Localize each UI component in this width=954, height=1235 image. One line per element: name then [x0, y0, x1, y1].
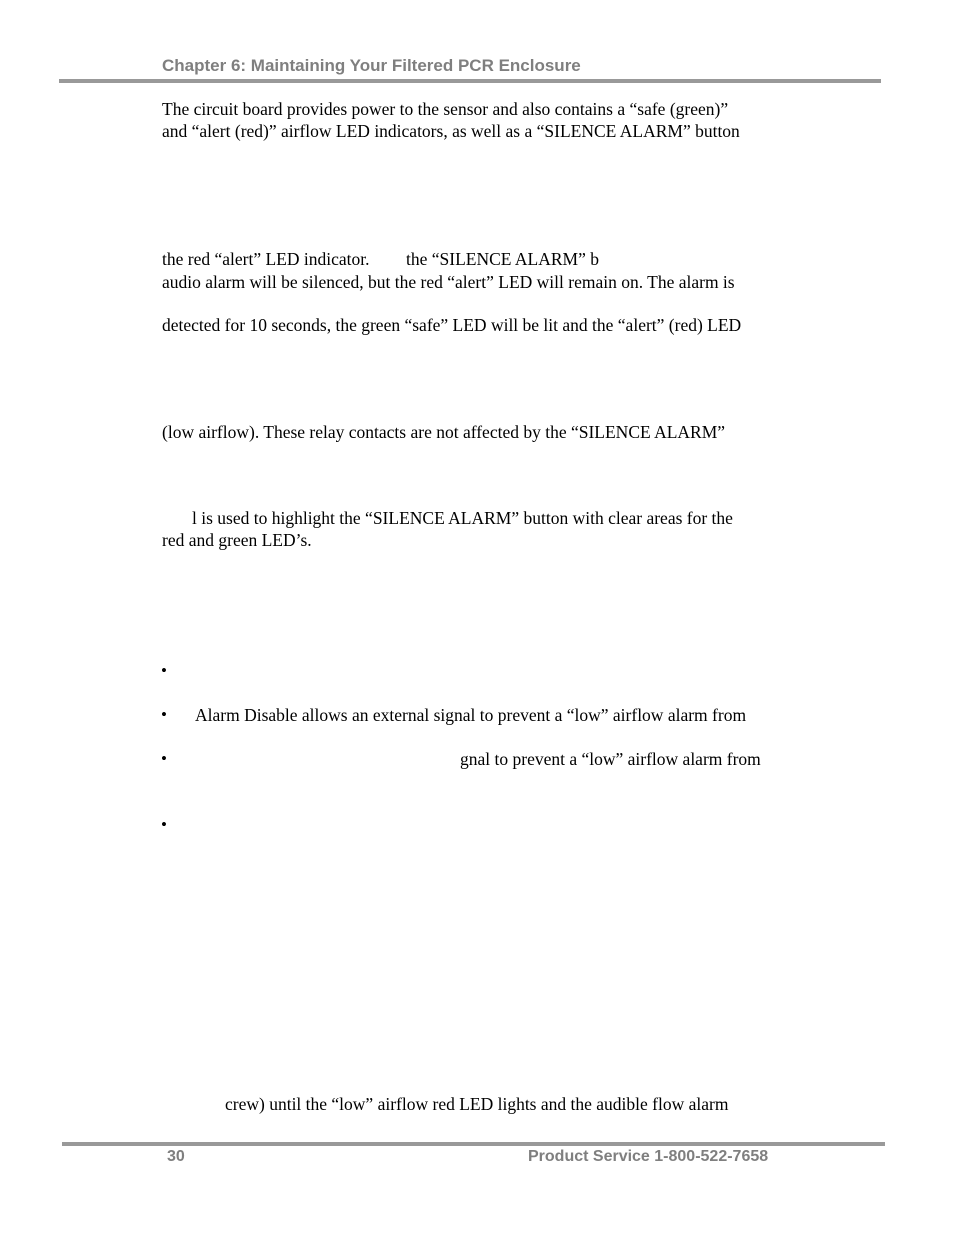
bullet-1: • [161, 661, 167, 680]
header-divider [59, 79, 881, 83]
body-line-3b: the “SILENCE ALARM” b [406, 249, 599, 269]
body-line-9: crew) until the “low” airflow red LED lights and the audible flow alarm [225, 1094, 729, 1114]
bullet-2-text: Alarm Disable allows an external signal to prevent a “low” airflow alarm from [195, 705, 747, 725]
bullet-2: • [161, 705, 167, 724]
bullet-3: • [161, 749, 167, 768]
body-line-3: the red “alert” LED indicator. [162, 249, 370, 269]
product-service-phone: Product Service 1-800-522-7658 [528, 1148, 769, 1165]
body-line-8: red and green LED’s. [162, 530, 312, 550]
chapter-header: Chapter 6: Maintaining Your Filtered PCR Enclosure [162, 56, 581, 75]
bullet-3-text: gnal to prevent a “low” airflow alarm from [460, 749, 761, 769]
body-line-7: l is used to highlight the “SILENCE ALARM” button with clear areas for the [192, 508, 733, 528]
footer-divider [62, 1142, 885, 1146]
body-line-2: and “alert (red)” airflow LED indicators, as well as a “SILENCE ALARM” button [162, 121, 740, 141]
body-line-1: The circuit board provides power to the sensor and also contains a “safe (green)” [162, 99, 729, 119]
body-line-6: (low airflow). These relay contacts are not affected by the “SILENCE ALARM” [162, 422, 726, 442]
body-line-5: detected for 10 seconds, the green “safe” LED will be lit and the “alert” (red) LED [162, 315, 742, 335]
body-line-4: audio alarm will be silenced, but the red “alert” LED will remain on. The alarm is [162, 272, 735, 292]
bullet-4: • [161, 815, 167, 834]
page-number: 30 [167, 1148, 185, 1165]
